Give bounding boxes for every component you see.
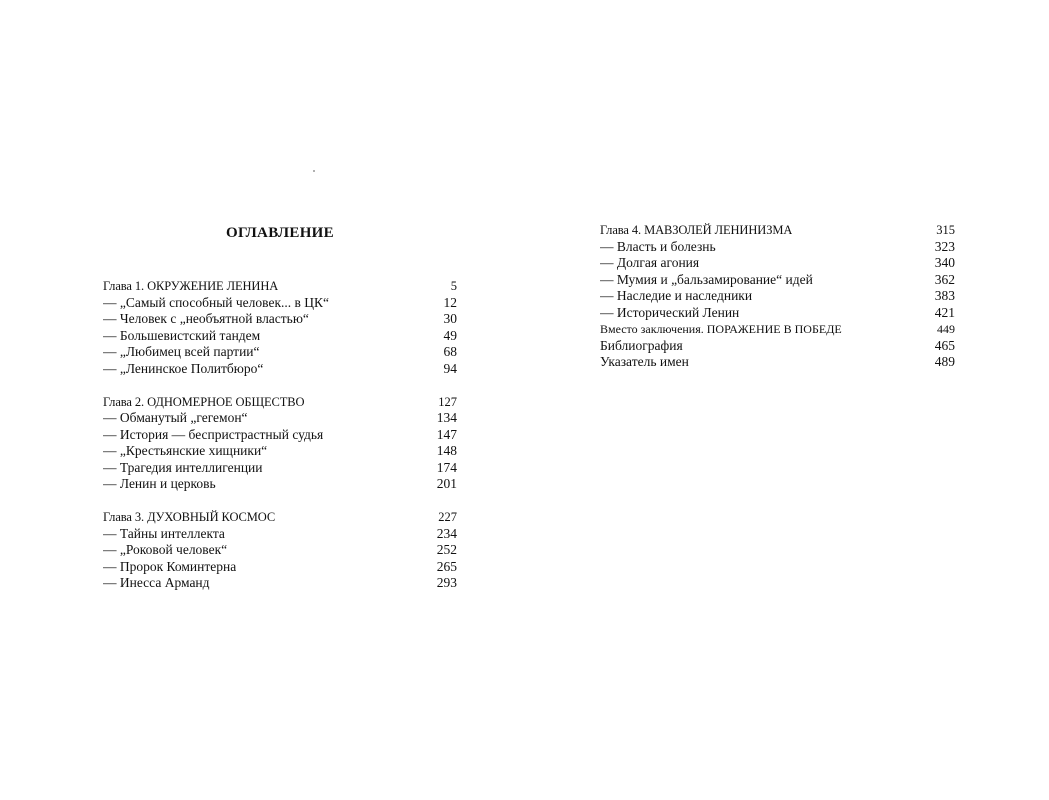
entry-title: Вместо заключения. ПОРАЖЕНИЕ В ПОБЕДЕ <box>600 322 842 336</box>
page-number: 383 <box>934 288 955 303</box>
toc-left-column <box>103 278 457 608</box>
entry-title: — Мумия и „бальзамирование“ идей <box>600 271 813 287</box>
page-number: 227 <box>438 510 457 524</box>
page-number: 201 <box>436 476 457 491</box>
toc-entry <box>103 526 457 543</box>
chapter-title: Глава 3. ДУХОВНЫЙ КОСМОС <box>103 510 276 524</box>
toc-entry <box>103 427 457 444</box>
toc-entry <box>103 476 457 493</box>
page-number: 174 <box>436 459 457 475</box>
toc-entry <box>103 328 457 345</box>
bibliography-entry <box>600 338 955 355</box>
toc-entry <box>103 559 457 576</box>
toc-entry <box>600 288 955 305</box>
chapter-heading <box>103 509 457 526</box>
page-number: 134 <box>436 410 457 425</box>
entry-title: Указатель имен <box>600 354 689 369</box>
entry-title: — „Любимец всей партии“ <box>103 344 260 359</box>
toc-entry <box>600 305 955 322</box>
page-number: 315 <box>936 223 955 237</box>
page-number: 234 <box>436 525 457 541</box>
toc-entry <box>600 239 955 256</box>
toc-entry <box>103 542 457 559</box>
entry-title: — Долгая агония <box>600 255 700 270</box>
page-number: 68 <box>443 344 457 359</box>
conclusion-entry <box>600 321 955 338</box>
page-number: 449 <box>937 322 955 336</box>
entry-title: — Исторический Ленин <box>600 304 740 320</box>
entry-title: — Трагедия интеллигенции <box>103 459 263 475</box>
entry-title: — Пророк Коминтерна <box>103 558 237 574</box>
toc-right-column <box>600 222 955 371</box>
toc-entry <box>103 344 457 361</box>
toc-entry <box>103 443 457 460</box>
entry-title: — Тайны интеллекта <box>103 525 225 541</box>
entry-title: — Ленин и церковь <box>103 476 216 491</box>
page-number: 362 <box>934 271 955 287</box>
chapter-heading <box>103 394 457 411</box>
page-number: 127 <box>438 394 457 409</box>
page-number: 465 <box>934 337 955 353</box>
entry-title: — История — беспристрастный судья <box>103 426 324 442</box>
page-number: 489 <box>934 354 955 369</box>
chapter-heading <box>103 278 457 295</box>
page-number: 265 <box>436 558 457 574</box>
stray-mark <box>313 170 315 172</box>
chapter-2 <box>103 394 457 493</box>
chapter-heading <box>600 222 955 239</box>
entry-title: — Обманутый „гегемон“ <box>103 410 248 425</box>
chapter-title: Глава 4. МАВЗОЛЕЙ ЛЕНИНИЗМА <box>600 223 793 237</box>
toc-entry <box>600 272 955 289</box>
page-number: 94 <box>443 360 457 376</box>
chapter-title: Глава 2. ОДНОМЕРНОЕ ОБЩЕСТВО <box>103 394 305 409</box>
page-number: 340 <box>934 255 955 270</box>
chapter-1 <box>103 278 457 377</box>
toc-entry <box>103 575 457 592</box>
toc-entry <box>600 255 955 272</box>
entry-title: — „Самый способный человек... в ЦК“ <box>103 294 329 310</box>
toc-entry <box>103 295 457 312</box>
toc-entry <box>103 361 457 378</box>
entry-title: — „Ленинское Политбюро“ <box>103 360 264 376</box>
page-number: 421 <box>934 304 955 320</box>
page-number: 148 <box>436 443 457 458</box>
page-title: ОГЛАВЛЕНИЕ <box>226 225 334 241</box>
page-number: 30 <box>443 311 457 326</box>
page-number: 323 <box>934 238 955 254</box>
entry-title: — Власть и болезнь <box>600 238 716 254</box>
page-number: 147 <box>436 426 457 442</box>
chapter-3 <box>103 509 457 592</box>
page-number: 252 <box>436 542 457 557</box>
toc-entry <box>103 460 457 477</box>
entry-title: — Наследие и наследники <box>600 288 753 303</box>
chapter-title: Глава 1. ОКРУЖЕНИЕ ЛЕНИНА <box>103 279 279 293</box>
entry-title: — „Крестьянские хищники“ <box>103 443 268 458</box>
toc-entry <box>103 311 457 328</box>
page-number: 5 <box>450 279 457 293</box>
index-entry <box>600 354 955 371</box>
entry-title: — Человек с „необъятной властью“ <box>103 311 309 326</box>
page-number: 12 <box>443 294 457 310</box>
toc-entry <box>103 410 457 427</box>
page-number: 49 <box>443 327 457 343</box>
entry-title: — Инесса Арманд <box>103 575 210 590</box>
page-number: 293 <box>436 575 457 590</box>
entry-title: — „Роковой человек“ <box>103 542 228 557</box>
entry-title: — Большевистский тандем <box>103 327 261 343</box>
entry-title: Библиография <box>600 337 683 353</box>
